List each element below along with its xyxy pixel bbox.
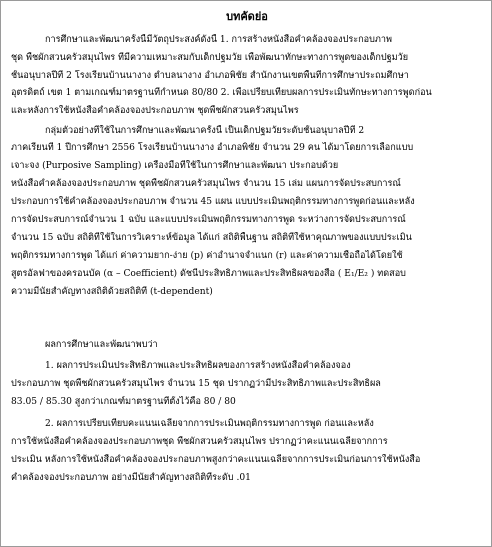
abstract-line: 2. ผลการเปรียบเทียบคะแนนเฉลี่ยจากการประเมินพฤติกรรมทางการพูด ก่อนและหลัง	[45, 419, 374, 429]
abstract-line: ความมีนัยสำคัญทางสถิติด้วยสถิติที (t-dependent)	[11, 287, 213, 297]
abstract-line: ประกอบการใช้คำคล้องจองประกอบภาพ จำนวน 45 แผน แบบประเมินพฤติกรรมทางการพูดก่อนและหลัง	[11, 197, 415, 207]
abstract-line: เจาะจง (Purposive Sampling) เครื่องมือที่ใช้ในการศึกษาและพัฒนา ประกอบด้วย	[11, 161, 339, 171]
abstract-line: การศึกษาและพัฒนาครั้งนี้มีวัตถุประสงค์ดังนี้ 1. การสร้างหนังสือคำคล้องจองประกอบภาพ	[45, 35, 392, 45]
abstract-line: ภาคเรียนที่ 1 ปีการศึกษา 2556 โรงเรียนบ้านนางาง อำเภอพิชัย จำนวน 29 คน ได้มาโดยการเลือกแบบ	[11, 143, 414, 153]
abstract-line: คำคล้องจองประกอบภาพ อย่างมีนัยสำคัญทางสถิติที่ระดับ .01	[11, 473, 251, 483]
abstract-line: พฤติกรรมทางการพูด ได้แก่ ค่าความยาก-ง่าย (p) ค่าอำนาจจำแนก (r) และค่าความเชื่อถือได้โดยใช้	[11, 251, 403, 261]
results-heading: ผลการศึกษาและพัฒนาพบว่า	[45, 340, 158, 350]
abstract-line: หนังสือคำคล้องจองประกอบภาพ ชุดพืชผักสวนครัวสมุนไพร จำนวน 15 เล่ม แผนการจัดประสบการณ์	[11, 179, 401, 189]
abstract-line: การใช้หนังสือคำคล้องจองประกอบภาพชุด พืชผักสวนครัวสมุนไพร ปรากฏว่าคะแนนเฉลี่ยจากการ	[11, 437, 388, 447]
abstract-line: การจัดประสบการณ์จำนวน 1 ฉบับ และแบบประเมินพฤติกรรมทางการพูด ระหว่างการจัดประสบการณ์	[11, 215, 406, 225]
abstract-line: กลุ่มตัวอย่างที่ใช้ในการศึกษาและพัฒนาครั้งนี้ เป็นเด็กปฐมวัยระดับชั้นอนุบาลปีที่ 2	[45, 126, 365, 136]
abstract-line: และหลังการใช้หนังสือคำคล้องจองประกอบภาพ ชุดพืชผักสวนครัวสมุนไพร	[11, 106, 299, 116]
abstract-line: 1. ผลการประเมินประสิทธิภาพและประสิทธิผลของการสร้างหนังสือคำคล้องจอง	[45, 361, 351, 371]
abstract-line: 83.05 / 85.30 สูงกว่าเกณฑ์มาตรฐานที่ตั้งไว้คือ 80 / 80	[11, 397, 236, 407]
abstract-line: ชุด พืชผักสวนครัวสมุนไพร ที่มีความเหมาะสมกับเด็กปฐมวัย เพื่อพัฒนาทักษะทางการพูดของเด็กปฐมวัย	[11, 53, 409, 63]
abstract-line: ประเมิน หลังการใช้หนังสือคำคล้องจองประกอบภาพสูงกว่าคะแนนเฉลี่ยจากการประเมินก่อนการใช้หนังสือ	[11, 455, 421, 465]
abstract-line: จำนวน 15 ฉบับ สถิติที่ใช้ในการวิเคราะห์ข้อมูล ได้แก่ สถิติพื้นฐาน สถิติที่ใช้หาคุณภาพของแบบประเมิน	[11, 233, 412, 243]
abstract-line: อุตรดิตถ์ เขต 1 ตามเกณฑ์มาตรฐานที่กำหนด 80/80 2. เพื่อเปรียบเทียบผลการประเมินทักษะทางการพูดก่อน	[11, 88, 432, 98]
abstract-line: สูตรอัลฟาของครอนบัค (α – Coefficient) ดัชนีประสิทธิภาพและประสิทธิผลของสื่อ ( E₁/E₂ ) ทดสอบ	[11, 269, 406, 279]
abstract-line: ชั้นอนุบาลปีที่ 2 โรงเรียนบ้านนางาง ตำบลนางาง อำเภอพิชัย สำนักงานเขตพื้นที่การศึกษาประถมศึกษา	[11, 71, 409, 81]
abstract-title: บทคัดย่อ	[226, 10, 268, 23]
abstract-line: ประกอบภาพ ชุดพืชผักสวนครัวสมุนไพร จำนวน 15 ชุด ปรากฏว่ามีประสิทธิภาพและประสิทธิผล	[11, 379, 381, 389]
